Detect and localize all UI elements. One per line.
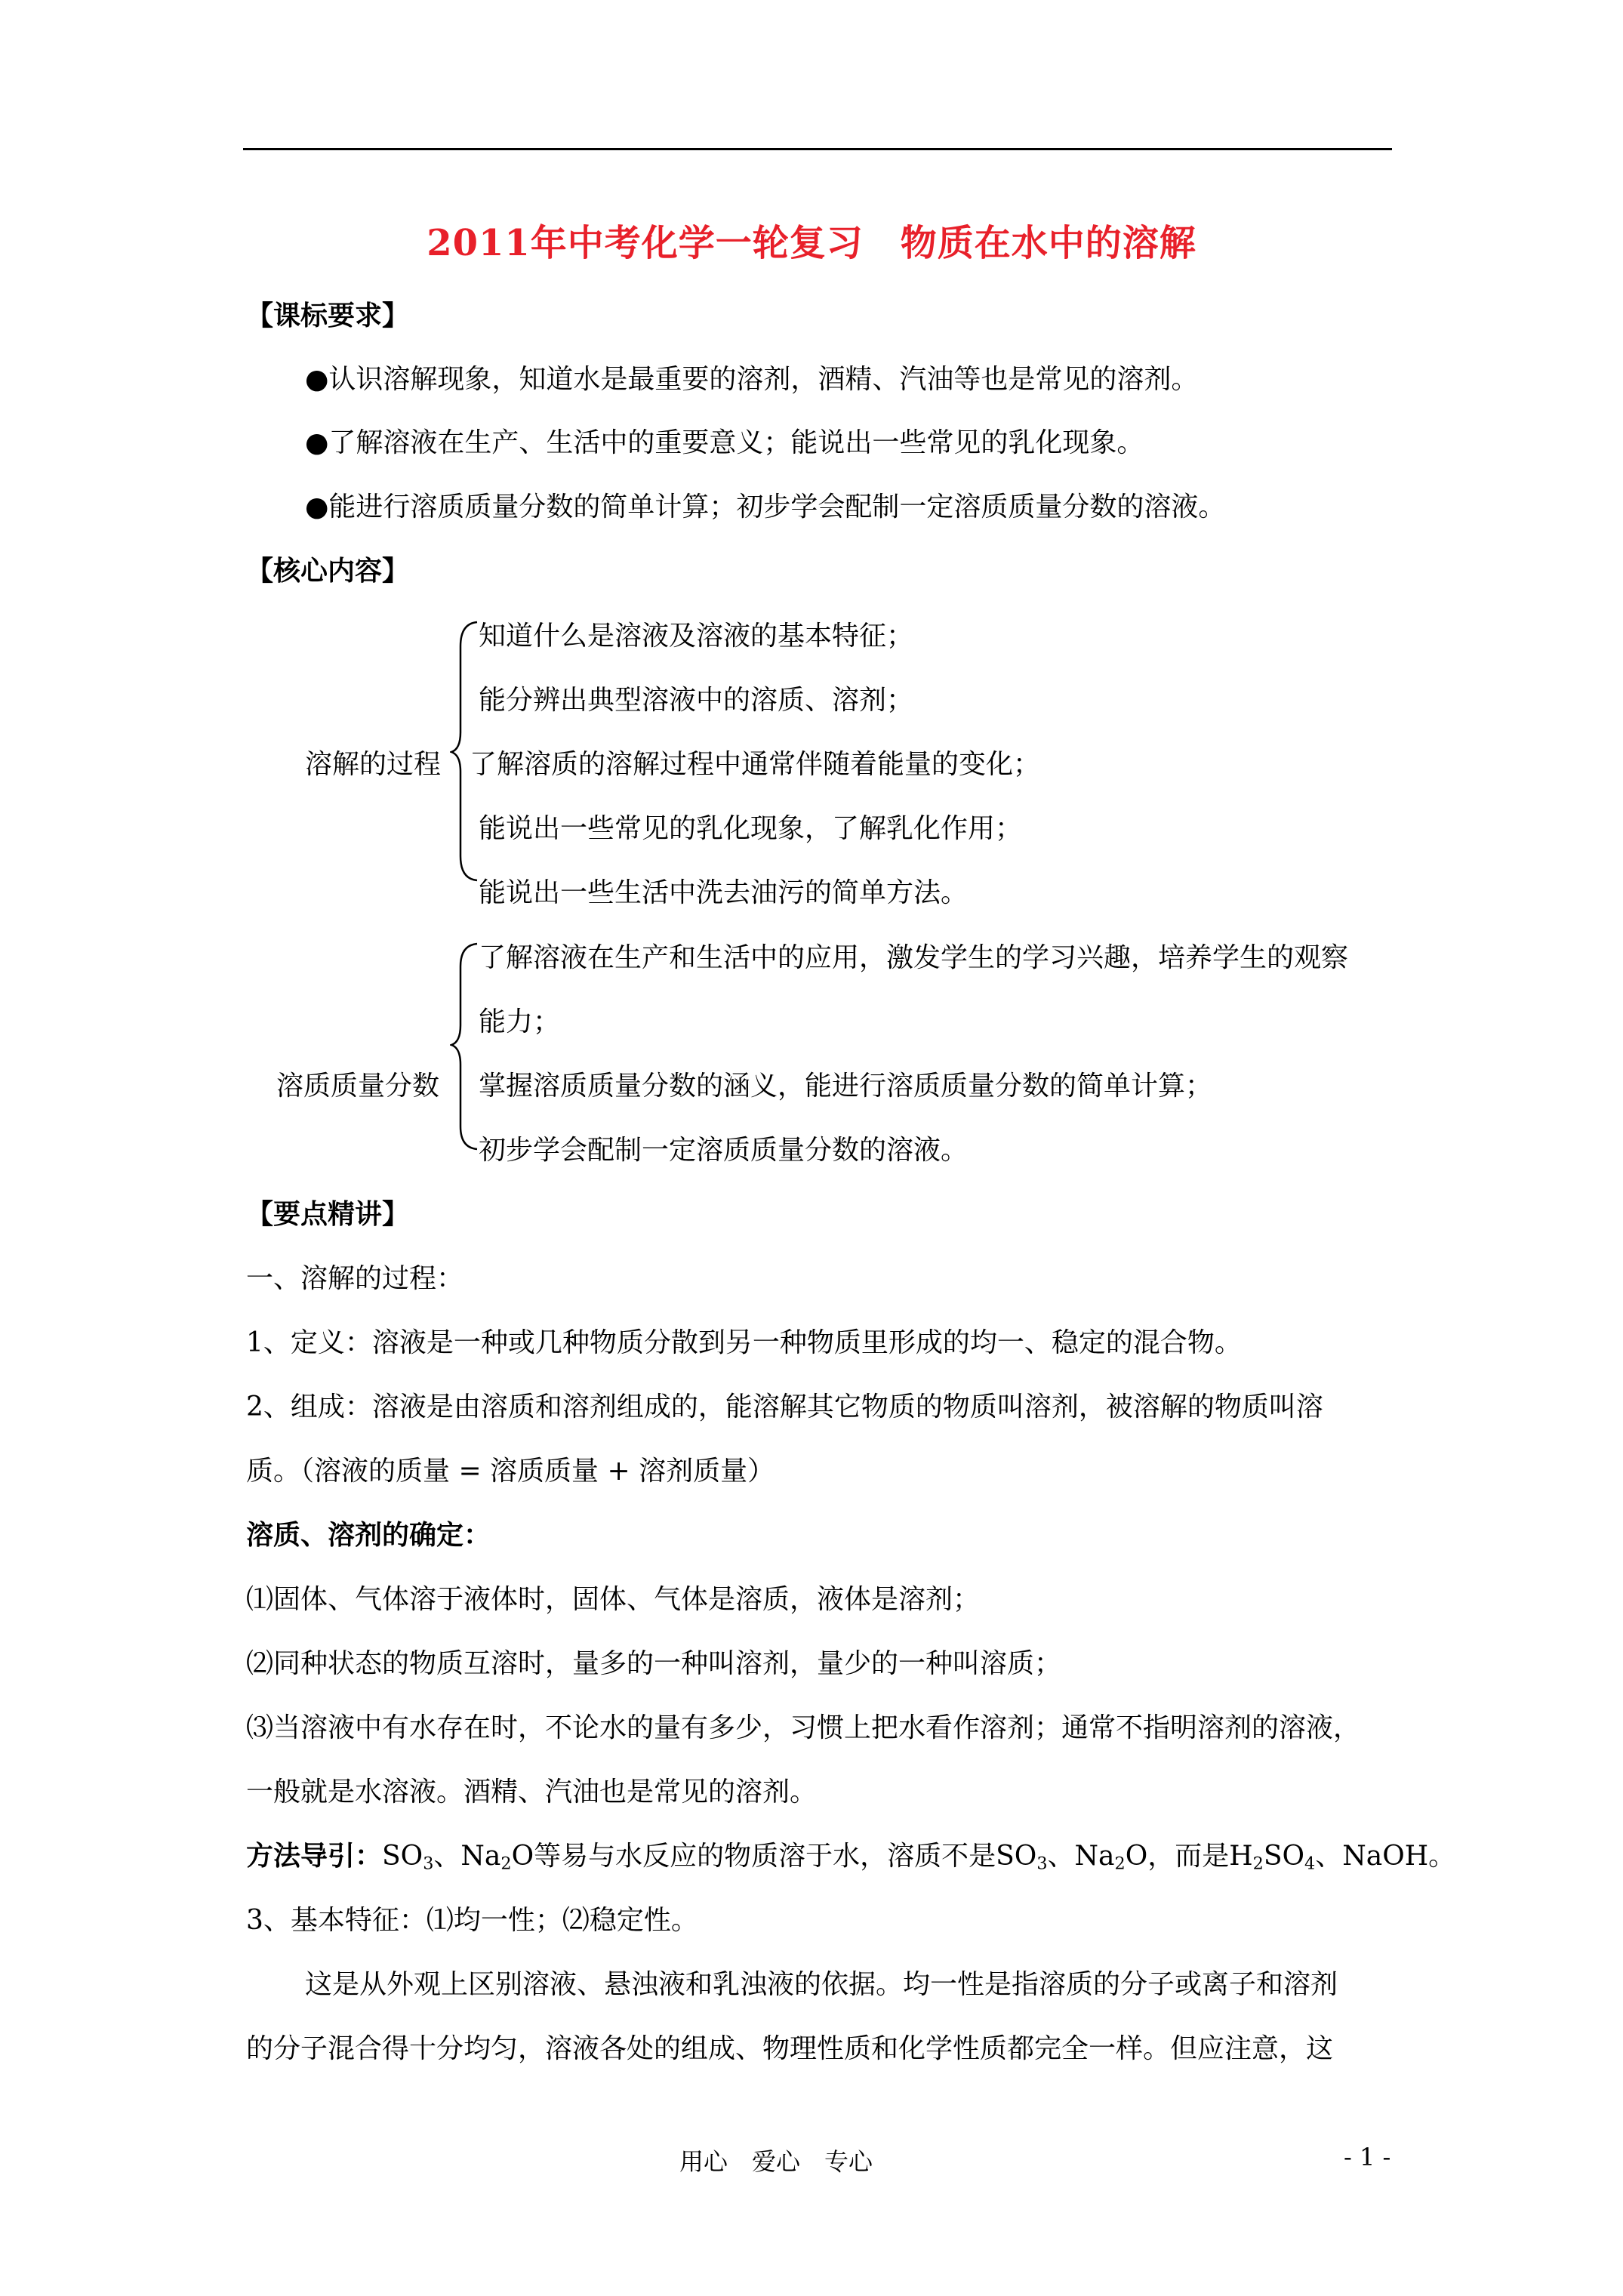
formula: SO xyxy=(1263,1841,1305,1872)
subscript: 2 xyxy=(1114,1854,1126,1874)
paragraph: 的分子混合得十分均匀，溶液各处的组成、物理性质和化学性质都完全一样。但应注意，这 xyxy=(246,2033,1334,2064)
left-brace-icon xyxy=(450,941,480,1152)
paragraph: 2、组成：溶液是由溶质和溶剂组成的，能溶解其它物质的物质叫溶剂，被溶解的物质叫溶 xyxy=(246,1391,1323,1422)
subscript: 2 xyxy=(1252,1854,1264,1874)
core-item: 了解溶质的溶解过程中通常伴随着能量的变化； xyxy=(470,749,1041,780)
subheading: 溶质、溶剂的确定： xyxy=(246,1519,491,1551)
subscript: 4 xyxy=(1304,1854,1316,1874)
requirement-item: ●了解溶液在生产、生活中的重要意义；能说出一些常见的乳化现象。 xyxy=(305,427,1144,458)
core-item: 掌握溶质质量分数的涵义，能进行溶质质量分数的简单计算； xyxy=(479,1071,1213,1102)
header-rule xyxy=(243,148,1392,150)
core-item: 能说出一些常见的乳化现象，了解乳化作用； xyxy=(479,813,1023,844)
core-item: 能力； xyxy=(479,1006,561,1037)
paragraph: 1、定义：溶液是一种或几种物质分散到另一种物质里形成的均一、稳定的混合物。 xyxy=(246,1327,1242,1358)
paragraph: 这是从外观上区别溶液、悬浊液和乳浊液的依据。均一性是指溶质的分子或离子和溶剂 xyxy=(305,1969,1338,2000)
subscript: 2 xyxy=(500,1854,512,1874)
requirement-item: ●能进行溶质质量分数的简单计算；初步学会配制一定溶质质量分数的溶液。 xyxy=(305,492,1226,522)
separator: 、 xyxy=(1315,1841,1343,1872)
subscript: 3 xyxy=(423,1854,434,1874)
footer-motto: 用心 爱心 专心 xyxy=(679,2147,873,2176)
formula: Na xyxy=(1074,1841,1115,1872)
separator: 、 xyxy=(1047,1841,1075,1872)
formula: O xyxy=(1125,1841,1148,1872)
formula: SO xyxy=(996,1841,1037,1872)
paragraph: 3、基本特征：⑴均一性；⑵稳定性。 xyxy=(246,1905,698,1936)
paragraph: ⑵同种状态的物质互溶时，量多的一种叫溶剂，量少的一种叫溶质； xyxy=(246,1648,1062,1679)
formula: NaOH xyxy=(1342,1841,1429,1872)
paragraph: 一、溶解的过程： xyxy=(246,1263,464,1294)
formula: H xyxy=(1229,1841,1253,1872)
section-heading-requirements: 【课标要求】 xyxy=(246,300,410,331)
group-label-mass-fraction: 溶质质量分数 xyxy=(276,1071,440,1102)
formula: O xyxy=(511,1841,534,1872)
paragraph: ⑴固体、气体溶于液体时，固体、气体是溶质，液体是溶剂； xyxy=(246,1584,981,1615)
page-number: - 1 - xyxy=(1344,2143,1391,2171)
paragraph: 一般就是水溶液。酒精、汽油也是常见的溶剂。 xyxy=(246,1777,818,1808)
core-item: 能分辨出典型溶液中的溶质、溶剂； xyxy=(479,685,914,716)
page-title: 2011年中考化学一轮复习 物质在水中的溶解 xyxy=(427,222,1196,264)
paragraph: ⑶当溶液中有水存在时，不论水的量有多少，习惯上把水看作溶剂；通常不指明溶剂的溶液， xyxy=(246,1712,1361,1743)
formula: Na xyxy=(460,1841,501,1872)
core-item: 初步学会配制一定溶质质量分数的溶液。 xyxy=(479,1135,969,1166)
method-guide-label: 方法导引： xyxy=(246,1840,383,1872)
subscript: 3 xyxy=(1036,1854,1048,1874)
text: 。 xyxy=(1428,1841,1456,1872)
section-heading-core: 【核心内容】 xyxy=(246,555,410,587)
method-guide-line xyxy=(246,1841,1455,1874)
formula: SO xyxy=(382,1841,423,1872)
paragraph: 质。（溶液的质量 = 溶质质量 + 溶剂质量） xyxy=(246,1456,775,1487)
core-item: 了解溶液在生产和生活中的应用，激发学生的学习兴趣，培养学生的观察 xyxy=(479,942,1349,973)
core-item: 知道什么是溶液及溶液的基本特征； xyxy=(479,621,914,652)
requirement-item: ●认识溶解现象，知道水是最重要的溶剂，酒精、汽油等也是常见的溶剂。 xyxy=(305,364,1199,395)
group-label-dissolution: 溶解的过程 xyxy=(305,749,442,780)
text: 等易与水反应的物质溶于水，溶质不是 xyxy=(534,1841,996,1872)
section-heading-key-points: 【要点精讲】 xyxy=(246,1198,410,1230)
separator: 、 xyxy=(433,1841,461,1872)
text: ，而是 xyxy=(1147,1841,1230,1872)
core-item: 能说出一些生活中洗去油污的简单方法。 xyxy=(479,877,969,908)
